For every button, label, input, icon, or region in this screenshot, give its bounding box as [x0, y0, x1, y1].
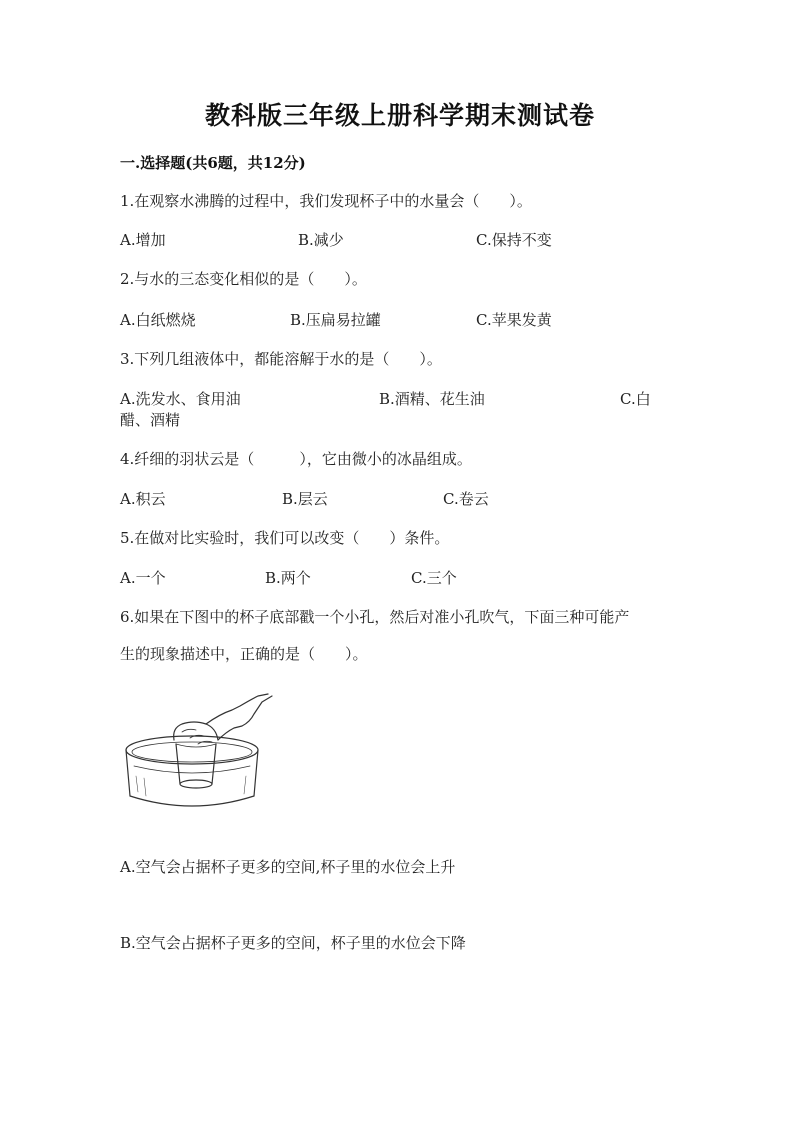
question-3-stem: 3.下列几组液体中，都能溶解于水的是（ ）。: [120, 350, 442, 368]
question-3-option-a: A.洗发水、食用油: [120, 390, 241, 408]
page-title: 教科版三年级上册科学期末测试卷: [204, 101, 595, 130]
question-3-option-c: C.白: [620, 390, 651, 408]
question-5-option-b: B.两个: [265, 569, 311, 587]
question-1-option-b: B.减少: [298, 231, 344, 249]
question-2-option-b: B.压扁易拉罐: [290, 311, 381, 329]
question-4-option-b: B.层云: [282, 490, 328, 508]
question-2-option-c: C.苹果发黄: [476, 311, 552, 329]
section-heading: 一.选择题(共6题，共12分): [120, 154, 306, 172]
question-3-option-c-continued: 醋、酒精: [120, 411, 181, 429]
question-4-stem: 4.纤细的羽状云是（ ），它由微小的冰晶组成。: [120, 450, 472, 468]
question-6-stem-line-1: 6.如果在下图中的杯子底部戳一个小孔，然后对准小孔吹气，下面三种可能产: [120, 608, 630, 626]
question-1-option-a: A.增加: [120, 231, 166, 249]
question-3-option-b: B.酒精、花生油: [379, 390, 485, 408]
question-4-option-a: A.积云: [120, 490, 166, 508]
question-6-option-b: B.空气会占据杯子更多的空间，杯子里的水位会下降: [120, 934, 466, 952]
question-5-option-a: A.一个: [120, 569, 166, 587]
cup-in-basin-illustration: [122, 692, 280, 814]
question-5-stem: 5.在做对比实验时，我们可以改变（ ）条件。: [120, 529, 450, 547]
question-1-option-c: C.保持不变: [476, 231, 552, 249]
question-4-option-c: C.卷云: [443, 490, 489, 508]
question-5-option-c: C.三个: [411, 569, 457, 587]
question-6-option-a: A.空气会占据杯子更多的空间,杯子里的水位会上升: [120, 858, 456, 876]
question-2-stem: 2.与水的三态变化相似的是（ ）。: [120, 270, 367, 288]
question-1-stem: 1.在观察水沸腾的过程中，我们发现杯子中的水量会（ ）。: [120, 192, 532, 210]
question-6-stem-line-2: 生的现象描述中，正确的是（ ）。: [120, 645, 368, 663]
question-2-option-a: A.白纸燃烧: [120, 311, 196, 329]
